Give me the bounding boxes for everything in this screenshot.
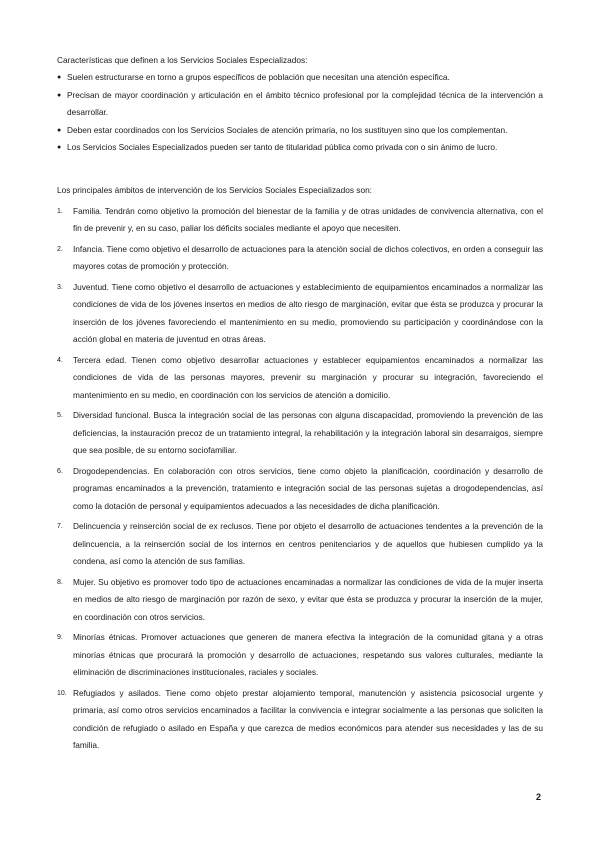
list-item: [57, 69, 543, 87]
bullet-text: Deben estar coordinados con los Servicios Sociales de atención primaria, no los sustituyen sino que los complementan.: [67, 124, 508, 135]
item-number: 8.: [57, 578, 63, 586]
bullet-text: Suelen estructurarse en torno a grupos específicos de población que necesitan una atención específica.: [67, 72, 450, 82]
list-item: [57, 518, 543, 571]
areas-list: [57, 203, 543, 755]
list-item: [57, 407, 543, 460]
item-text: Infancia. Tiene como objetivo el desarrollo de actuaciones para la atención social de dichos colectivos, en orden a conseguir las mayores cotas de promoción y protección.: [73, 243, 543, 271]
list-item: [57, 203, 543, 238]
list-item: [57, 685, 543, 755]
document-page: [57, 52, 543, 758]
list-item: [57, 241, 543, 276]
item-number: 2.: [57, 245, 63, 253]
areas-heading: Los principales ámbitos de intervención de los Servicios Sociales Especializados son:: [57, 184, 372, 195]
item-text: Minorías étnicas. Promover actuaciones que generen de manera efectiva la integración de la comunidad gitana y a otras minorías étnicas que procurará la promoción y desarrollo de actuaciones, respetando sus valores culturales, mediante la eliminación de discriminaciones institucionales, raciales y sociales.: [73, 632, 543, 677]
item-text: Drogodependencias. En colaboración con otros servicios, tiene como objeto la planificación, coordinación y desarrollo de programas encaminados a la prevención, tratamiento e integración social de las personas sujetas a drogodependencias, así como la dotación de personal y equipamientos adecuados a las necesidades de dicha planificación.: [73, 465, 543, 511]
list-item: [57, 122, 543, 140]
bullet-icon: ●: [57, 144, 62, 151]
item-number: 5.: [57, 412, 63, 419]
item-number: 3.: [57, 283, 63, 291]
bullet-icon: ●: [57, 74, 62, 81]
item-text: Mujer. Su objetivo es promover todo tipo de actuaciones encaminadas a normalizar las condiciones de vida de la mujer inserta en medios de alto riesgo de marginación por razón de sexo, y evitar que ésta se produzca y procurar la inserción de la mujer, en coordinación con otros servicios.: [73, 576, 543, 622]
list-item: [57, 279, 543, 349]
item-text: Juventud. Tiene como objetivo el desarrollo de actuaciones y establecimiento de equipamientos encaminados a normalizar las condiciones de vida de los jóvenes insertos en medios de alto riesgo de marginación, evitar que ésta se produzca y procurar la inserción de los jóvenes favoreciendo el mantenimiento en su medio, promoviendo su participación y coordinándose con la acción global en materia de juventud en otras áreas.: [73, 281, 543, 344]
item-number: 7.: [57, 523, 63, 530]
page-number: 2: [535, 792, 541, 802]
bullet-text: Precisan de mayor coordinación y articulación en el ámbito técnico profesional por la complejidad técnica de la intervención a desarrollar.: [67, 89, 543, 117]
list-item: [57, 574, 543, 627]
item-text: Delincuencia y reinserción social de ex reclusos. Tiene por objeto el desarrollo de actuaciones tendentes a la prevención de la delincuencia, a la reinserción social de los internos en centros penitenciarios y de aquellos que hubiesen cumplido ya la condena, así como la atención de sus familias.: [73, 521, 543, 566]
bullet-text: Los Servicios Sociales Especializados pueden ser tanto de titularidad pública como privada con o sin ánimo de lucro.: [67, 142, 498, 152]
item-text: Tercera edad. Tienen como objetivo desarrollar actuaciones y establecer equipamientos encaminados a normalizar las condiciones de vida de las personas mayores, prevenir su marginación y procurar su integración, favoreciendo el mantenimiento en su medio, en coordinación con los servicios de atención a domicilio.: [73, 354, 543, 400]
item-text: Familia. Tendrán como objetivo la promoción del bienestar de la familia y de otras unidades de convivencia alternativa, con el fin de prevenir y, en su caso, paliar los déficits sociales mediante el apoyo que necesiten.: [73, 205, 543, 233]
item-number: 10.: [57, 689, 67, 697]
item-text: Refugiados y asilados. Tiene como objeto prestar alojamiento temporal, manutención y asistencia psicosocial urgente y primaria, así como otros servicios encaminados a facilitar la convivencia e integrar socialmente a las personas que soliciten la condición de refugiado o asilado en España y que carezca de medios económicos para atender sus necesidades y las de su familia.: [73, 687, 543, 750]
item-number: 4.: [57, 356, 63, 364]
item-text: Diversidad funcional. Busca la integración social de las personas con alguna discapacidad, promoviendo la prevención de las deficiencias, la instauración precoz de un tratamiento integral, la rehabilitación y la integración laboral sin desarraigos, siempre que sea posible, de su entorno sociofamiliar.: [73, 410, 543, 455]
list-item: [57, 629, 543, 682]
list-item: [57, 139, 543, 157]
item-number: 1.: [57, 207, 63, 215]
item-number: 9.: [57, 634, 63, 641]
list-item: [57, 87, 543, 122]
list-item: [57, 352, 543, 405]
characteristics-list: [57, 69, 543, 157]
intro-heading: Características que definen a los Servicios Sociales Especializados:: [57, 55, 308, 65]
item-number: 6.: [57, 467, 63, 475]
list-item: [57, 463, 543, 516]
bullet-icon: ●: [57, 126, 62, 134]
bullet-icon: ●: [57, 91, 62, 99]
